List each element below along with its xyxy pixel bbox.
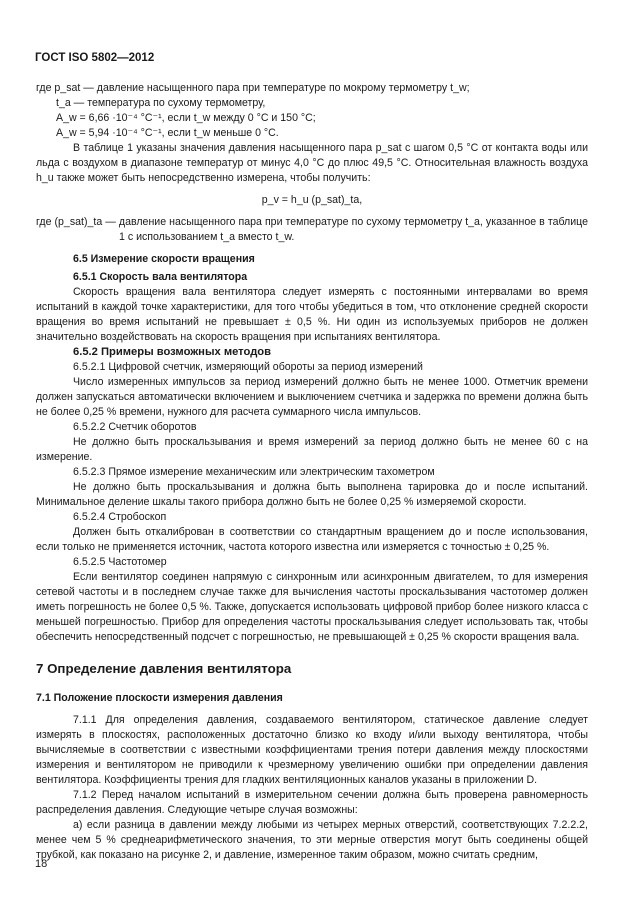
paragraph: Не должно быть проскальзывания и время измерений за период должно быть не менее 60 с на измерение. — [36, 436, 588, 463]
paragraph: Должен быть откалиброван в соответствии со стандартным вращением до и после использования, если только не применяется источник, частота которого известна или измеряется с точностью ± 0,25 %. — [36, 526, 588, 553]
page-number: 18 — [35, 858, 48, 870]
paragraph: Скорость вращения вала вентилятора следует измерять с постоянными интервалами во время испытаний в каждой точке характеристики, для того чтобы убедиться в том, что отклонение средней скорости вращения во время испытаний не превышает ± 0,5 %. Ни один из используемых приборов не должен значительно воздействовать на скорость вращения при испытаниях вентилятора. — [36, 286, 588, 343]
paragraph: где (p_sat)_ta — давление насыщенного пара при температуре по сухому термометру t_a, указанное в таблице 1 с использованием t_a вместо t_w. — [36, 216, 588, 243]
chapter-heading: 7 Определение давления вентилятора — [36, 661, 292, 676]
section-heading: 7.1 Положение плоскости измерения давления — [36, 692, 283, 704]
subsection-heading: 6.5.2 Примеры возможных методов — [73, 346, 272, 358]
paragraph: 6.5.2.2 Счетчик оборотов — [73, 421, 197, 433]
paragraph: A_w = 5,94 ·10⁻⁴ °C⁻¹, если t_w меньше 0 °C. — [56, 127, 279, 139]
paragraph: 6.5.2.5 Частотомер — [73, 556, 167, 568]
formula: p_v = h_u (p_sat)_ta, — [261, 194, 363, 206]
paragraph: 6.5.2.1 Цифровой счетчик, измеряющий обороты за период измерений — [73, 361, 423, 373]
paragraph: a) если разница в давлении между любыми из четырех мерных отверстий, соответствующих 7.2.2.2, менее чем 5 % среднеарифметического значения, то эти мерные отверстия могут быть соединены общей трубкой, как показано на рисунке 2, и давление, измеренное таким образом, можно считать средним, — [36, 819, 588, 861]
paragraph: В таблице 1 указаны значения давления насыщенного пара p_sat с шагом 0,5 °C от контакта воды или льда с воздухом в диапазоне температур от минус 4,0 °C до плюс 49,5 °C. Относительная влажность воздуха h_u также может быть непосредственно измерена, чтобы получить: — [36, 142, 588, 184]
paragraph: Если вентилятор соединен напрямую с синхронным или асинхронным двигателем, то для измерения сетевой частоты и в последнем случае также для вычисления частоты проскальзывания частотомер должен иметь погрешность не более 0,5 %. Также, допускается использовать цифровой прибор более низкого класса с меньшей погрешностью. Прибор для определения частоты проскальзывания следует использовать так, чтобы обеспечить непосредственный подсчет с погрешностью, не превышающей ± 0,25 % скорости вращения вала. — [36, 571, 588, 643]
subsection-heading: 6.5.1 Скорость вала вентилятора — [73, 271, 248, 283]
paragraph: A_w = 6,66 ·10⁻⁴ °C⁻¹, если t_w между 0 °C и 150 °C; — [56, 112, 316, 124]
document-header: ГОСТ ISO 5802—2012 — [35, 52, 155, 64]
paragraph: t_a — температура по сухому термометру, — [56, 97, 266, 109]
paragraph: Не должно быть проскальзывания и должна быть выполнена тарировка до и после испытаний. Минимальное деление шкалы такого прибора должно быть не более 0,25 % измеряемой скорости. — [36, 481, 588, 508]
paragraph: 7.1.1 Для определения давления, создаваемого вентилятором, статическое давление следует измерять в плоскостях, расположенных достаточно близко ко входу и/или выходу вентилятора, чтобы вычисляемые в соответствии с известными коэффициентами трения потери давления между плоскостями измерения и вентилятором не приводили к чрезмерному увеличению ошибки при определении давления вентилятора. Коэффициенты трения для гладких вентиляционных каналов указаны в приложении D. — [36, 714, 588, 786]
paragraph: 6.5.2.3 Прямое измерение механическим или электрическим тахометром — [73, 466, 435, 478]
paragraph: 7.1.2 Перед началом испытаний в измерительном сечении должна быть проверена равномерность распределения давления. Следующие четыре случая возможны: — [36, 789, 588, 816]
paragraph: 6.5.2.4 Стробоскоп — [73, 511, 167, 523]
paragraph: где p_sat — давление насыщенного пара при температуре по мокрому термометру t_w; — [36, 82, 470, 94]
section-heading: 6.5 Измерение скорости вращения — [73, 253, 255, 265]
document-body — [36, 81, 588, 863]
paragraph: Число измеренных импульсов за период измерений должно быть не менее 1000. Отметчик времени должен запускаться автоматически включением и выключением счетчика и задержка по времени должна быть не более 0,25 % времени, нужного для расчета суммарного числа импульсов. — [36, 376, 588, 418]
